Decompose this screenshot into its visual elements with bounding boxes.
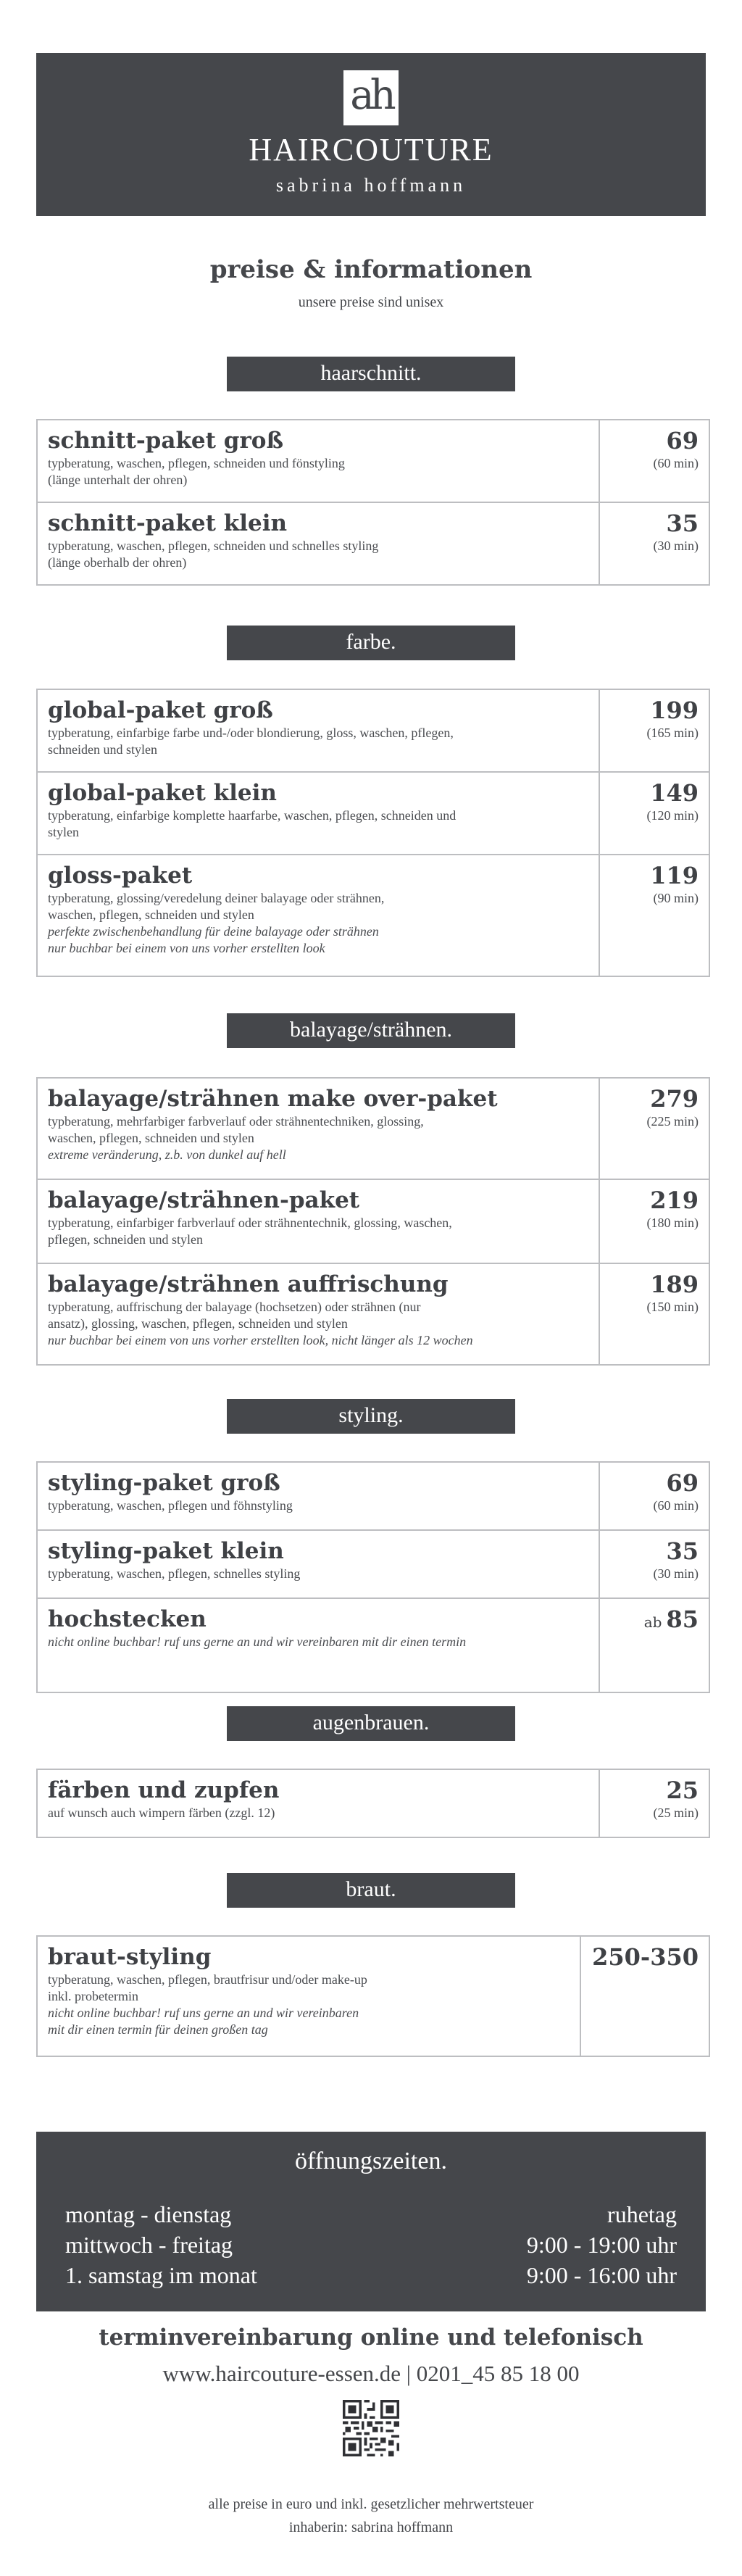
brand-owner: sabrina hoffmann <box>275 175 467 196</box>
item-description: waschen, pflegen, schneiden und stylen <box>48 907 254 922</box>
item-note: nur buchbar bei einem von uns vorher erstellten look <box>48 941 325 955</box>
hours-row <box>65 2262 677 2293</box>
item-title: balayage/strähnen auffrischung <box>48 1271 449 1297</box>
price-row <box>38 1770 709 1837</box>
item-duration: (165 min) <box>646 726 699 740</box>
item-note: mit dir einen termin für deinen großen tag <box>48 2022 268 2037</box>
item-price: 25 <box>666 1777 699 1804</box>
hours-time: 9:00 - 19:00 uhr <box>526 2232 677 2258</box>
item-duration: (60 min) <box>653 456 699 470</box>
item-price: 69 <box>666 1469 699 1497</box>
item-price: 69 <box>666 427 699 454</box>
hours-row <box>65 2232 677 2262</box>
price-row <box>38 503 709 584</box>
item-description: typberatung, auffrischung der balayage (hochsetzen) oder strähnen (nur <box>48 1300 421 1314</box>
item-title: styling-paket klein <box>48 1538 284 1564</box>
item-title: styling-paket groß <box>48 1470 280 1496</box>
price-row <box>38 773 709 855</box>
item-duration: (225 min) <box>646 1114 699 1129</box>
price-value: 85 <box>666 1605 699 1633</box>
item-description: typberatung, einfarbige komplette haarfarbe, waschen, pflegen, schneiden und <box>48 808 457 823</box>
item-title: schnitt-paket groß <box>48 428 284 454</box>
price-row <box>38 1180 709 1264</box>
item-title: färben und zupfen <box>48 1777 280 1803</box>
item-description: stylen <box>48 825 79 839</box>
item-price: 119 <box>650 862 699 889</box>
brand-name: HAIRCOUTURE <box>249 132 493 167</box>
item-duration: (120 min) <box>646 808 699 823</box>
item-title: global-paket groß <box>48 697 273 723</box>
item-description: typberatung, waschen, pflegen, schneiden und schnelles styling <box>48 539 379 553</box>
logo: ah <box>343 70 399 125</box>
item-duration: (150 min) <box>646 1300 699 1314</box>
item-description: pflegen, schneiden und stylen <box>48 1232 203 1247</box>
price-row <box>38 855 709 976</box>
price-list-balayage <box>36 1077 710 1366</box>
item-title: gloss-paket <box>48 863 193 889</box>
item-title: balayage/strähnen make over-paket <box>48 1086 498 1112</box>
item-description: (länge oberhalb der ohren) <box>48 555 187 570</box>
hours-day: mittwoch - freitag <box>65 2232 233 2258</box>
hours-time: 9:00 - 16:00 uhr <box>526 2262 677 2288</box>
brand-header <box>36 53 706 216</box>
opening-hours-title: öffnungszeiten. <box>295 2148 447 2174</box>
item-description: ansatz), glossing, waschen, pflegen, schneiden und stylen <box>48 1316 348 1331</box>
item-description: auf wunsch auch wimpern färben (zzgl. 12) <box>48 1806 275 1820</box>
item-description: typberatung, mehrfarbiger farbverlauf oder strähnentechniken, glossing, <box>48 1114 424 1129</box>
item-description: typberatung, waschen, pflegen, schneiden und fönstyling <box>48 456 345 470</box>
item-title: hochstecken <box>48 1606 207 1632</box>
item-title: schnitt-paket klein <box>48 510 288 536</box>
item-duration: (90 min) <box>653 891 699 905</box>
price-row <box>38 1531 709 1599</box>
page-subtitle: unsere preise sind unisex <box>298 294 444 310</box>
qr-code-icon[interactable] <box>343 2400 399 2456</box>
item-price <box>600 1605 699 1637</box>
item-description: typberatung, einfarbige farbe und-/oder blondierung, gloss, waschen, pflegen, <box>48 726 454 740</box>
section-heading-farbe: farbe. <box>227 626 515 660</box>
item-duration: (25 min) <box>653 1806 699 1820</box>
item-price: 279 <box>650 1085 699 1113</box>
item-price: 250-350 <box>592 1943 699 1971</box>
section-heading-balayage: balayage/strähnen. <box>227 1013 515 1048</box>
item-description: (länge unterhalt der ohren) <box>48 473 188 487</box>
item-price: 189 <box>650 1271 699 1298</box>
hours-row <box>65 2201 677 2232</box>
page-title: preise & informationen <box>209 255 533 284</box>
item-title: balayage/strähnen-paket <box>48 1187 360 1213</box>
contact-line[interactable]: www.haircouture-essen.de | 0201_45 85 18 00 <box>162 2361 580 2386</box>
item-description: typberatung, einfarbiger farbverlauf oder strähnentechnik, glossing, waschen, <box>48 1216 452 1230</box>
item-price: 35 <box>666 1537 699 1565</box>
price-row <box>38 1463 709 1531</box>
item-note: extreme veränderung, z.b. von dunkel auf hell <box>48 1147 286 1162</box>
section-heading-haarschnitt: haarschnitt. <box>227 357 515 391</box>
item-description: inkl. probetermin <box>48 1989 138 2003</box>
price-list-farbe <box>36 689 710 977</box>
footer-owner: inhaberin: sabrina hoffmann <box>288 2519 454 2535</box>
hours-day: montag - dienstag <box>65 2201 232 2227</box>
price-prefix: ab <box>643 1613 662 1631</box>
item-duration: (30 min) <box>653 1566 699 1581</box>
item-price: 199 <box>650 697 699 724</box>
opening-hours <box>36 2132 706 2311</box>
price-row <box>38 420 709 503</box>
item-price: 149 <box>650 779 699 807</box>
price-row <box>38 1079 709 1180</box>
hours-day: 1. samstag im monat <box>65 2262 257 2288</box>
price-list-augenbrauen <box>36 1769 710 1838</box>
item-title: global-paket klein <box>48 780 277 806</box>
item-description: typberatung, waschen, pflegen, brautfrisur und/oder make-up <box>48 1972 367 1987</box>
contact-title: terminvereinbarung online und telefonisch <box>99 2324 643 2351</box>
item-description: typberatung, glossing/veredelung deiner balayage oder strähnen, <box>48 891 385 905</box>
section-heading-braut: braut. <box>227 1873 515 1908</box>
price-list-haarschnitt <box>36 419 710 586</box>
item-note: nicht online buchbar! ruf uns gerne an und wir vereinbaren mit dir einen termin <box>48 1634 467 1649</box>
item-price: 219 <box>650 1187 699 1214</box>
price-row <box>38 690 709 773</box>
item-price: 35 <box>666 510 699 537</box>
item-duration: (30 min) <box>653 539 699 553</box>
footer-vat-note: alle preise in euro und inkl. gesetzlicher mehrwertsteuer <box>208 2496 534 2512</box>
item-description: schneiden und stylen <box>48 742 157 757</box>
item-title: braut-styling <box>48 1944 212 1970</box>
item-duration: (60 min) <box>653 1498 699 1513</box>
item-duration: (180 min) <box>646 1216 699 1230</box>
item-description: typberatung, waschen, pflegen und föhnstyling <box>48 1498 293 1513</box>
hours-time: ruhetag <box>607 2201 677 2227</box>
price-row <box>38 1937 709 2056</box>
price-row <box>38 1599 709 1692</box>
item-note: perfekte zwischenbehandlung für deine balayage oder strähnen <box>48 924 379 939</box>
item-note: nur buchbar bei einem von uns vorher erstellten look, nicht länger als 12 wochen <box>48 1333 473 1347</box>
item-description: waschen, pflegen, schneiden und stylen <box>48 1131 254 1145</box>
item-note: nicht online buchbar! ruf uns gerne an und wir vereinbaren <box>48 2006 359 2020</box>
section-heading-styling: styling. <box>227 1399 515 1434</box>
section-heading-augenbrauen: augenbrauen. <box>227 1706 515 1741</box>
price-list-styling <box>36 1461 710 1693</box>
price-row <box>38 1264 709 1364</box>
item-description: typberatung, waschen, pflegen, schnelles styling <box>48 1566 301 1581</box>
price-list-braut <box>36 1935 710 2057</box>
